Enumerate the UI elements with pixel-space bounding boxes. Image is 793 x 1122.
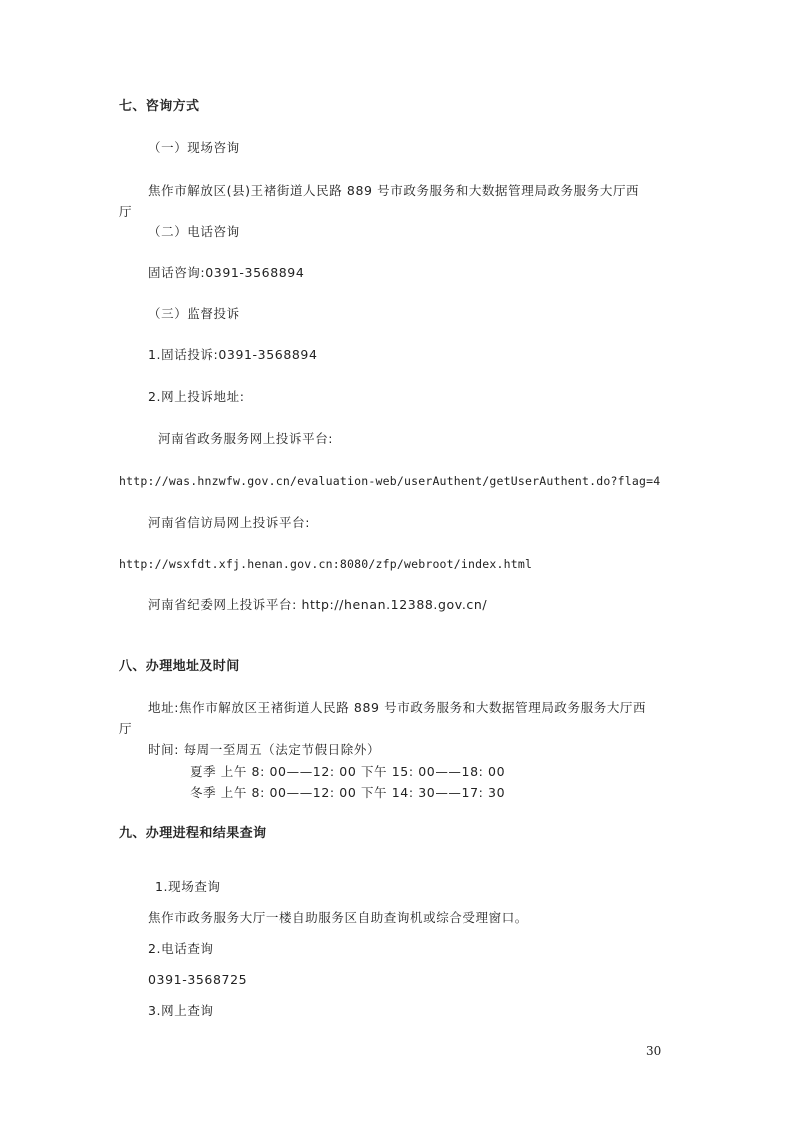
supervise-heading: （三）监督投诉	[148, 306, 240, 321]
winter-hours: 冬季 上午 8: 00——12: 00 下午 14: 30——17: 30	[190, 785, 506, 800]
section8-heading: 八、办理地址及时间	[119, 659, 240, 674]
onsite-address-line1: 焦作市解放区(县)王褚街道人民路 889 号市政务服务和大数据管理局政务服务大厅西	[148, 183, 640, 198]
page-number: 30	[646, 1044, 662, 1058]
phone-query-label: 2.电话查询	[148, 941, 214, 956]
address-line2: 厅	[119, 721, 133, 736]
onsite-consult-heading: （一）现场咨询	[148, 140, 240, 155]
platform3-text[interactable]: 河南省纪委网上投诉平台: http://henan.12388.gov.cn/	[148, 597, 488, 612]
office-hours-line: 时间: 每周一至周五（法定节假日除外）	[148, 742, 381, 757]
phone-consult-text: 固话咨询:0391-3568894	[148, 265, 305, 280]
onsite-query-label: 1.现场查询	[155, 879, 221, 894]
phone-consult-heading: （二）电话咨询	[148, 224, 240, 239]
complaint-phone: 1.固话投诉:0391-3568894	[148, 347, 318, 362]
section9-heading: 九、办理进程和结果查询	[119, 826, 267, 841]
platform2-url[interactable]: http://wsxfdt.xfj.henan.gov.cn:8080/zfp/webroot/index.html	[119, 557, 533, 571]
platform2-label: 河南省信访局网上投诉平台:	[148, 515, 311, 530]
online-query-label: 3.网上查询	[148, 1003, 214, 1018]
phone-query-number: 0391-3568725	[148, 972, 248, 987]
onsite-query-text: 焦作市政务服务大厅一楼自助服务区自助查询机或综合受理窗口。	[148, 910, 528, 925]
onsite-address-line2: 厅	[119, 204, 133, 219]
section7-heading: 七、咨询方式	[119, 99, 200, 114]
platform1-url[interactable]: http://was.hnzwfw.gov.cn/evaluation-web/userAuthent/getUserAuthent.do?flag=4	[119, 474, 661, 488]
platform1-label: 河南省政务服务网上投诉平台:	[158, 431, 334, 446]
address-line1: 地址:焦作市解放区王褚街道人民路 889 号市政务服务和大数据管理局政务服务大厅西	[148, 700, 647, 715]
complaint-online-label: 2.网上投诉地址:	[148, 389, 245, 404]
summer-hours: 夏季 上午 8: 00——12: 00 下午 15: 00——18: 00	[190, 764, 506, 779]
